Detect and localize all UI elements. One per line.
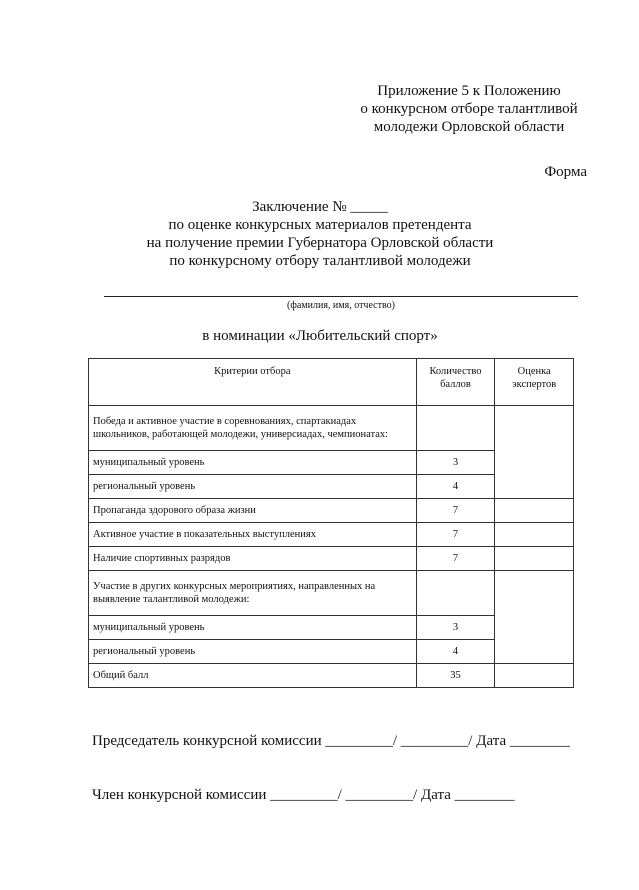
- points-cell: 4: [416, 475, 495, 499]
- chair-signature-line: Председатель конкурсной комиссии _________/ _________/ Дата ________: [92, 733, 570, 749]
- nomination-title: в номинации «Любительский спорт»: [202, 328, 438, 344]
- criteria-cell: региональный уровень: [89, 475, 417, 499]
- table-row: [89, 547, 574, 571]
- criteria-cell: Общий балл: [89, 664, 417, 688]
- form-label: Форма: [544, 164, 587, 180]
- experts-cell: [495, 523, 574, 547]
- member-signature-line: Член конкурсной комиссии _________/ _________/ Дата ________: [92, 787, 515, 803]
- name-fill-line: [104, 296, 578, 297]
- points-cell: 35: [416, 664, 495, 688]
- criteria-cell: Наличие спортивных разрядов: [89, 547, 417, 571]
- name-caption: (фамилия, имя, отчество): [287, 300, 395, 311]
- criteria-cell: Победа и активное участие в соревнованиях, спартакиадах школьников, работающей молодежи, универсиадах, чемпионатах:: [89, 406, 417, 451]
- experts-cell: [495, 664, 574, 688]
- signature-block: [92, 696, 570, 840]
- appendix-line-3: молодежи Орловской области: [373, 119, 565, 135]
- experts-cell: [495, 571, 574, 664]
- points-cell: 4: [416, 640, 495, 664]
- experts-cell: [495, 547, 574, 571]
- appendix-reference: [350, 82, 588, 136]
- points-cell: [416, 406, 495, 451]
- document-title: [100, 198, 540, 270]
- header-points: Количество баллов: [416, 359, 495, 406]
- table-row: [89, 664, 574, 688]
- header-experts: Оценка экспертов: [495, 359, 574, 406]
- criteria-cell: муниципальный уровень: [89, 451, 417, 475]
- table-row: [89, 499, 574, 523]
- header-criteria: Критерии отбора: [89, 359, 417, 406]
- appendix-line-2: о конкурсном отборе талантливой: [360, 101, 578, 117]
- title-line-4: по конкурсному отбору талантливой молодежи: [169, 253, 471, 269]
- title-line-1: Заключение № _____: [252, 199, 388, 215]
- criteria-table: [88, 358, 574, 688]
- points-cell: 3: [416, 616, 495, 640]
- table-row: [89, 406, 574, 451]
- criteria-cell: региональный уровень: [89, 640, 417, 664]
- table-row: [89, 571, 574, 616]
- experts-cell: [495, 499, 574, 523]
- points-cell: 7: [416, 547, 495, 571]
- points-cell: [416, 571, 495, 616]
- points-cell: 7: [416, 523, 495, 547]
- points-cell: 3: [416, 451, 495, 475]
- criteria-cell: Пропаганда здорового образа жизни: [89, 499, 417, 523]
- appendix-line-1: Приложение 5 к Положению: [377, 83, 561, 99]
- criteria-cell: муниципальный уровень: [89, 616, 417, 640]
- experts-cell: [495, 406, 574, 499]
- title-line-3: на получение премии Губернатора Орловской области: [146, 235, 494, 251]
- points-cell: 7: [416, 499, 495, 523]
- criteria-cell: Участие в других конкурсных мероприятиях, направленных на выявление талантливой молодежи:: [89, 571, 417, 616]
- title-line-2: по оценке конкурсных материалов претендента: [168, 217, 472, 233]
- table-row: [89, 523, 574, 547]
- criteria-cell: Активное участие в показательных выступлениях: [89, 523, 417, 547]
